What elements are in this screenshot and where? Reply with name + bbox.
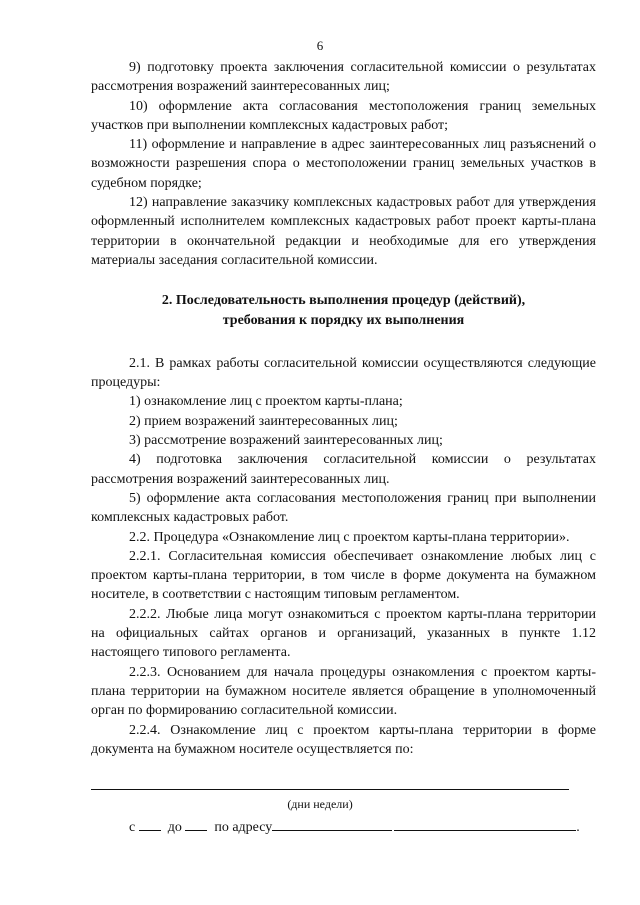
section-heading-line-1: 2. Последовательность выполнения процедур (действий), [161,293,526,309]
address-label: по адресу [214,820,273,835]
list-item-10: 10) оформление акта согласования местоположения границ земельных участков при выполнении комплексных кадастровых работ; [91,98,596,133]
weekdays-fill-line [91,788,569,790]
list-item-12: 12) направление заказчику комплексных кадастровых работ для утверждения оформленный исполнителем комплексных кадастровых работ проект карты-плана территории в окончательной редакции и необходимые для его утверждения материалы заседания согласительной комиссии. [91,195,596,268]
paragraph-2-1: 2.1. В рамках работы согласительной комиссии осуществляются следующие процедуры: [91,355,596,391]
procedure-item-1: 1) ознакомление лиц с проектом карты-плана; [129,394,403,410]
address-fill-row [129,816,580,837]
paragraph-2-2: 2.2. Процедура «Ознакомление лиц с проектом карты-плана территории». [129,529,570,545]
paragraph-2-2-2: 2.2.2. Любые лица могут ознакомиться с проектом карты-плана территории на официальных сайтах органов и организаций, указанных в пункте 1.12 настоящего типового регламента. [91,606,596,661]
section-heading-line-2: требования к порядку их выполнения [222,312,465,328]
procedure-item-5: 5) оформление акта согласования местоположения границ при выполнении комплексных кадастровых работ. [91,490,596,526]
from-label: с [129,820,136,835]
paragraph-2-2-4: 2.2.4. Ознакомление лиц с проектом карты-плана территории в форме документа на бумажном носителе осуществляется по: [91,722,596,757]
address-blank-2 [394,816,576,831]
procedure-item-3: 3) рассмотрение возражений заинтересованных лиц; [129,433,443,449]
section-heading [91,291,596,330]
weekdays-caption: (дни недели) [287,797,353,811]
address-blank-1 [272,816,392,831]
end-mark: . [576,820,580,835]
paragraph-2-2-1: 2.2.1. Согласительная комиссия обеспечивает ознакомление любых лиц с проектом карты-плана территории, в том числе в форме документа на бумажном носителе, в соответствии с настоящим типовым регламентом. [91,548,596,603]
paragraph-2-2-3: 2.2.3. Основанием для начала процедуры ознакомления с проектом карты-плана территории на бумажном носителе является обращение в уполномоченный орган по формированию согласительной комиссии. [91,664,596,719]
to-label: до [167,820,182,835]
list-item-9: 9) подготовку проекта заключения согласительной комиссии о результатах рассмотрения возражений заинтересованных лиц; [91,60,596,95]
procedure-item-4: 4) подготовка заключения согласительной комиссии о результатах рассмотрения возражений заинтересованных лиц. [91,452,596,487]
page-number: 6 [316,38,324,53]
procedure-item-2: 2) прием возражений заинтересованных лиц; [129,413,398,429]
document-body [91,58,596,759]
list-item-11: 11) оформление и направление в адрес заинтересованных лиц разъяснений о возможности разрешения спора о местоположении границ земельных участков в судебном порядке; [91,137,596,191]
from-time-blank [139,816,161,831]
to-time-blank [185,816,207,831]
